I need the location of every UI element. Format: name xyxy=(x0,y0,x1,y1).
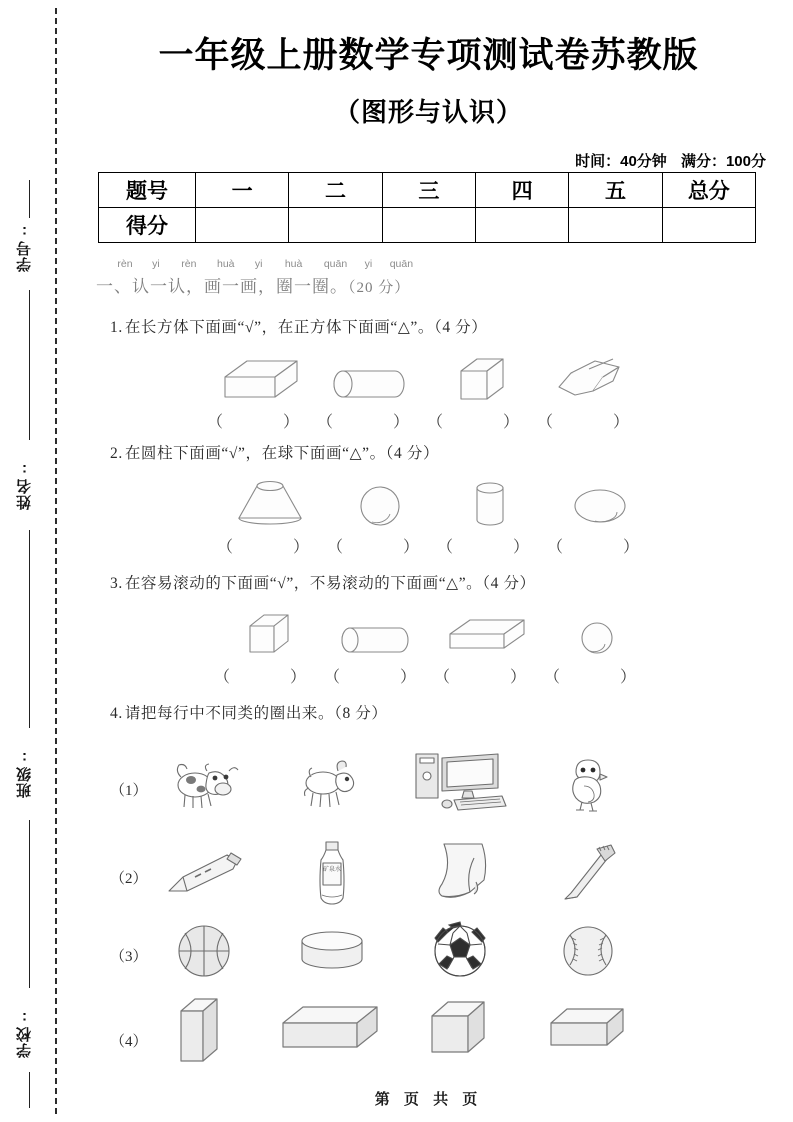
sphere-icon xyxy=(335,480,425,530)
question-4-number: 4. xyxy=(110,705,123,722)
answer-paren[interactable]: （ ） xyxy=(214,669,329,686)
answer-paren[interactable]: （ ） xyxy=(544,669,659,686)
score-entry-cell[interactable] xyxy=(569,208,662,243)
score-table-cell: 二 xyxy=(289,173,382,208)
answer-paren[interactable]: （ ） xyxy=(217,539,332,556)
exam-meta xyxy=(565,150,766,171)
picture-row-4-label: （4） xyxy=(110,1034,148,1050)
score-table-cell: 五 xyxy=(569,173,662,208)
answer-paren[interactable]: （ ） xyxy=(427,414,542,431)
total-score-label: 满分：100分 xyxy=(680,153,766,170)
pinyin-syllable: huà xyxy=(217,258,235,270)
section-one-points: （20 分） xyxy=(348,280,411,296)
question-3-shape-row xyxy=(212,610,659,687)
table-row xyxy=(99,173,756,208)
pinyin-syllable: huà xyxy=(284,258,303,270)
picture-option-low-cuboid[interactable] xyxy=(524,995,652,1067)
score-entry-cell[interactable] xyxy=(475,208,568,243)
shape-option[interactable] xyxy=(542,610,659,687)
shape-option[interactable] xyxy=(215,480,332,557)
score-table-cell: 三 xyxy=(382,173,475,208)
answer-paren[interactable]: （ ） xyxy=(537,414,652,431)
time-limit-label: 时间：40分钟 xyxy=(575,153,667,170)
shape-option[interactable] xyxy=(535,355,652,432)
section-heading-one xyxy=(96,258,736,297)
question-2-body: 在圆柱下面画“√”，在球下面画“△”。（4 分） xyxy=(124,445,440,462)
bottle-label: 矿泉水 xyxy=(322,867,342,873)
score-entry-cell[interactable] xyxy=(196,208,289,243)
answer-paren[interactable]: （ ） xyxy=(317,414,432,431)
pinyin-syllable: yi xyxy=(152,258,160,270)
shape-option[interactable] xyxy=(425,355,542,432)
question-1-text xyxy=(110,315,487,337)
shape-option[interactable] xyxy=(322,610,439,687)
cylinder-horizontal-icon xyxy=(334,610,420,660)
score-table xyxy=(98,172,756,243)
shape-option[interactable] xyxy=(212,610,329,687)
shape-option[interactable] xyxy=(432,610,549,687)
question-3-number: 3. xyxy=(110,575,123,592)
cylinder-horizontal-icon xyxy=(327,355,413,405)
margin-label-name: 姓名: xyxy=(16,460,33,510)
score-entry-cell[interactable] xyxy=(662,208,755,243)
question-1-body: 在长方体下面画“√”，在正方体下面画“△”。（4 分） xyxy=(124,319,488,336)
cuboid-icon xyxy=(217,355,303,405)
question-4-text xyxy=(110,701,388,723)
question-1-number: 1. xyxy=(110,319,123,336)
table-row xyxy=(99,208,756,243)
ellipsoid-icon xyxy=(555,480,645,530)
shape-option[interactable] xyxy=(315,355,432,432)
score-table-row-label: 题号 xyxy=(99,173,196,208)
score-table-cell: 四 xyxy=(475,173,568,208)
answer-paren[interactable]: （ ） xyxy=(547,539,662,556)
question-3-body: 在容易滚动的下面画“√”，不易滚动的下面画“△”。（4 分） xyxy=(124,575,536,592)
page-title: 一年级上册数学专项测试卷苏教版 xyxy=(158,36,699,75)
sphere-icon xyxy=(554,610,640,660)
margin-rule-4 xyxy=(29,820,30,988)
picture-row-4 xyxy=(140,995,652,1067)
cube-icon xyxy=(224,610,310,660)
score-table-cell: 总分 xyxy=(662,173,755,208)
picture-row-1 xyxy=(140,747,652,819)
question-3-text xyxy=(110,571,536,593)
answer-paren[interactable]: （ ） xyxy=(434,669,549,686)
pinyin-syllable: rèn xyxy=(181,258,197,270)
picture-option-cube-solid[interactable] xyxy=(396,995,524,1067)
margin-rule-3 xyxy=(29,530,30,728)
picture-option-toothbrush[interactable] xyxy=(524,838,652,910)
question-2-text xyxy=(110,441,439,463)
score-table-row-label: 得分 xyxy=(99,208,196,243)
pinyin-syllable: quān xyxy=(389,258,414,270)
picture-option-tall-cuboid[interactable] xyxy=(140,995,268,1067)
pinyin-row xyxy=(110,258,736,272)
score-entry-cell[interactable] xyxy=(289,208,382,243)
pinyin-syllable: yi xyxy=(254,258,263,270)
question-2-shape-row xyxy=(215,480,662,557)
picture-row-2 xyxy=(140,838,652,910)
answer-paren[interactable]: （ ） xyxy=(437,539,552,556)
margin-rule-1 xyxy=(29,180,30,218)
cube-icon xyxy=(437,355,523,405)
picture-row-3 xyxy=(140,915,652,987)
score-table-cell: 一 xyxy=(196,173,289,208)
picture-option-wide-cuboid[interactable] xyxy=(268,995,396,1067)
shape-option[interactable] xyxy=(545,480,662,557)
pinyin-syllable: rèn xyxy=(117,258,133,270)
picture-option-cow[interactable] xyxy=(140,747,268,819)
answer-paren[interactable]: （ ） xyxy=(327,539,442,556)
section-one-label: 一、认一认，画一画，圈一圈。 xyxy=(96,277,348,296)
pinyin-syllable: yi xyxy=(364,258,373,270)
question-1-shape-row xyxy=(205,355,652,432)
answer-paren[interactable]: （ ） xyxy=(207,414,322,431)
dashed-cut-line xyxy=(55,8,57,1114)
picture-option-baseball[interactable] xyxy=(524,915,652,987)
picture-option-computer[interactable] xyxy=(396,747,524,819)
picture-row-3-label: （3） xyxy=(110,949,148,965)
pinyin-syllable: quān xyxy=(323,258,348,270)
picture-option-water-bottle[interactable] xyxy=(268,838,396,910)
picture-option-basketball[interactable] xyxy=(140,915,268,987)
hexagonal-prism-icon xyxy=(547,355,633,405)
margin-label-student-id: 学号: xyxy=(16,222,33,272)
shape-option[interactable] xyxy=(435,480,552,557)
picture-option-toothpaste[interactable] xyxy=(140,838,268,910)
question-2-number: 2. xyxy=(110,445,123,462)
margin-label-school: 学校: xyxy=(16,1008,33,1058)
section-one-text xyxy=(96,272,736,297)
margin-label-class: 班级: xyxy=(16,748,33,798)
question-4-body: 请把每行中不同类的圈出来。（8 分） xyxy=(124,705,388,722)
margin-rule-5 xyxy=(29,1072,30,1108)
picture-option-soccer-ball[interactable] xyxy=(396,915,524,987)
picture-option-disc-cylinder[interactable] xyxy=(268,915,396,987)
answer-paren[interactable]: （ ） xyxy=(324,669,439,686)
frustum-cone-icon xyxy=(225,480,315,530)
left-margin xyxy=(0,0,64,1122)
picture-option-towel[interactable] xyxy=(396,838,524,910)
score-entry-cell[interactable] xyxy=(382,208,475,243)
margin-rule-2 xyxy=(29,290,30,440)
page-footer: 第 页 共 页 xyxy=(374,1091,483,1108)
flat-cuboid-icon xyxy=(444,610,530,660)
shape-option[interactable] xyxy=(325,480,442,557)
page-subtitle: （图形与认识） xyxy=(333,97,523,127)
picture-option-chick[interactable] xyxy=(524,747,652,819)
picture-row-1-label: （1） xyxy=(110,783,148,799)
picture-option-goat[interactable] xyxy=(268,747,396,819)
cylinder-vertical-icon xyxy=(445,480,535,530)
picture-row-2-label: （2） xyxy=(110,871,148,887)
shape-option[interactable] xyxy=(205,355,322,432)
